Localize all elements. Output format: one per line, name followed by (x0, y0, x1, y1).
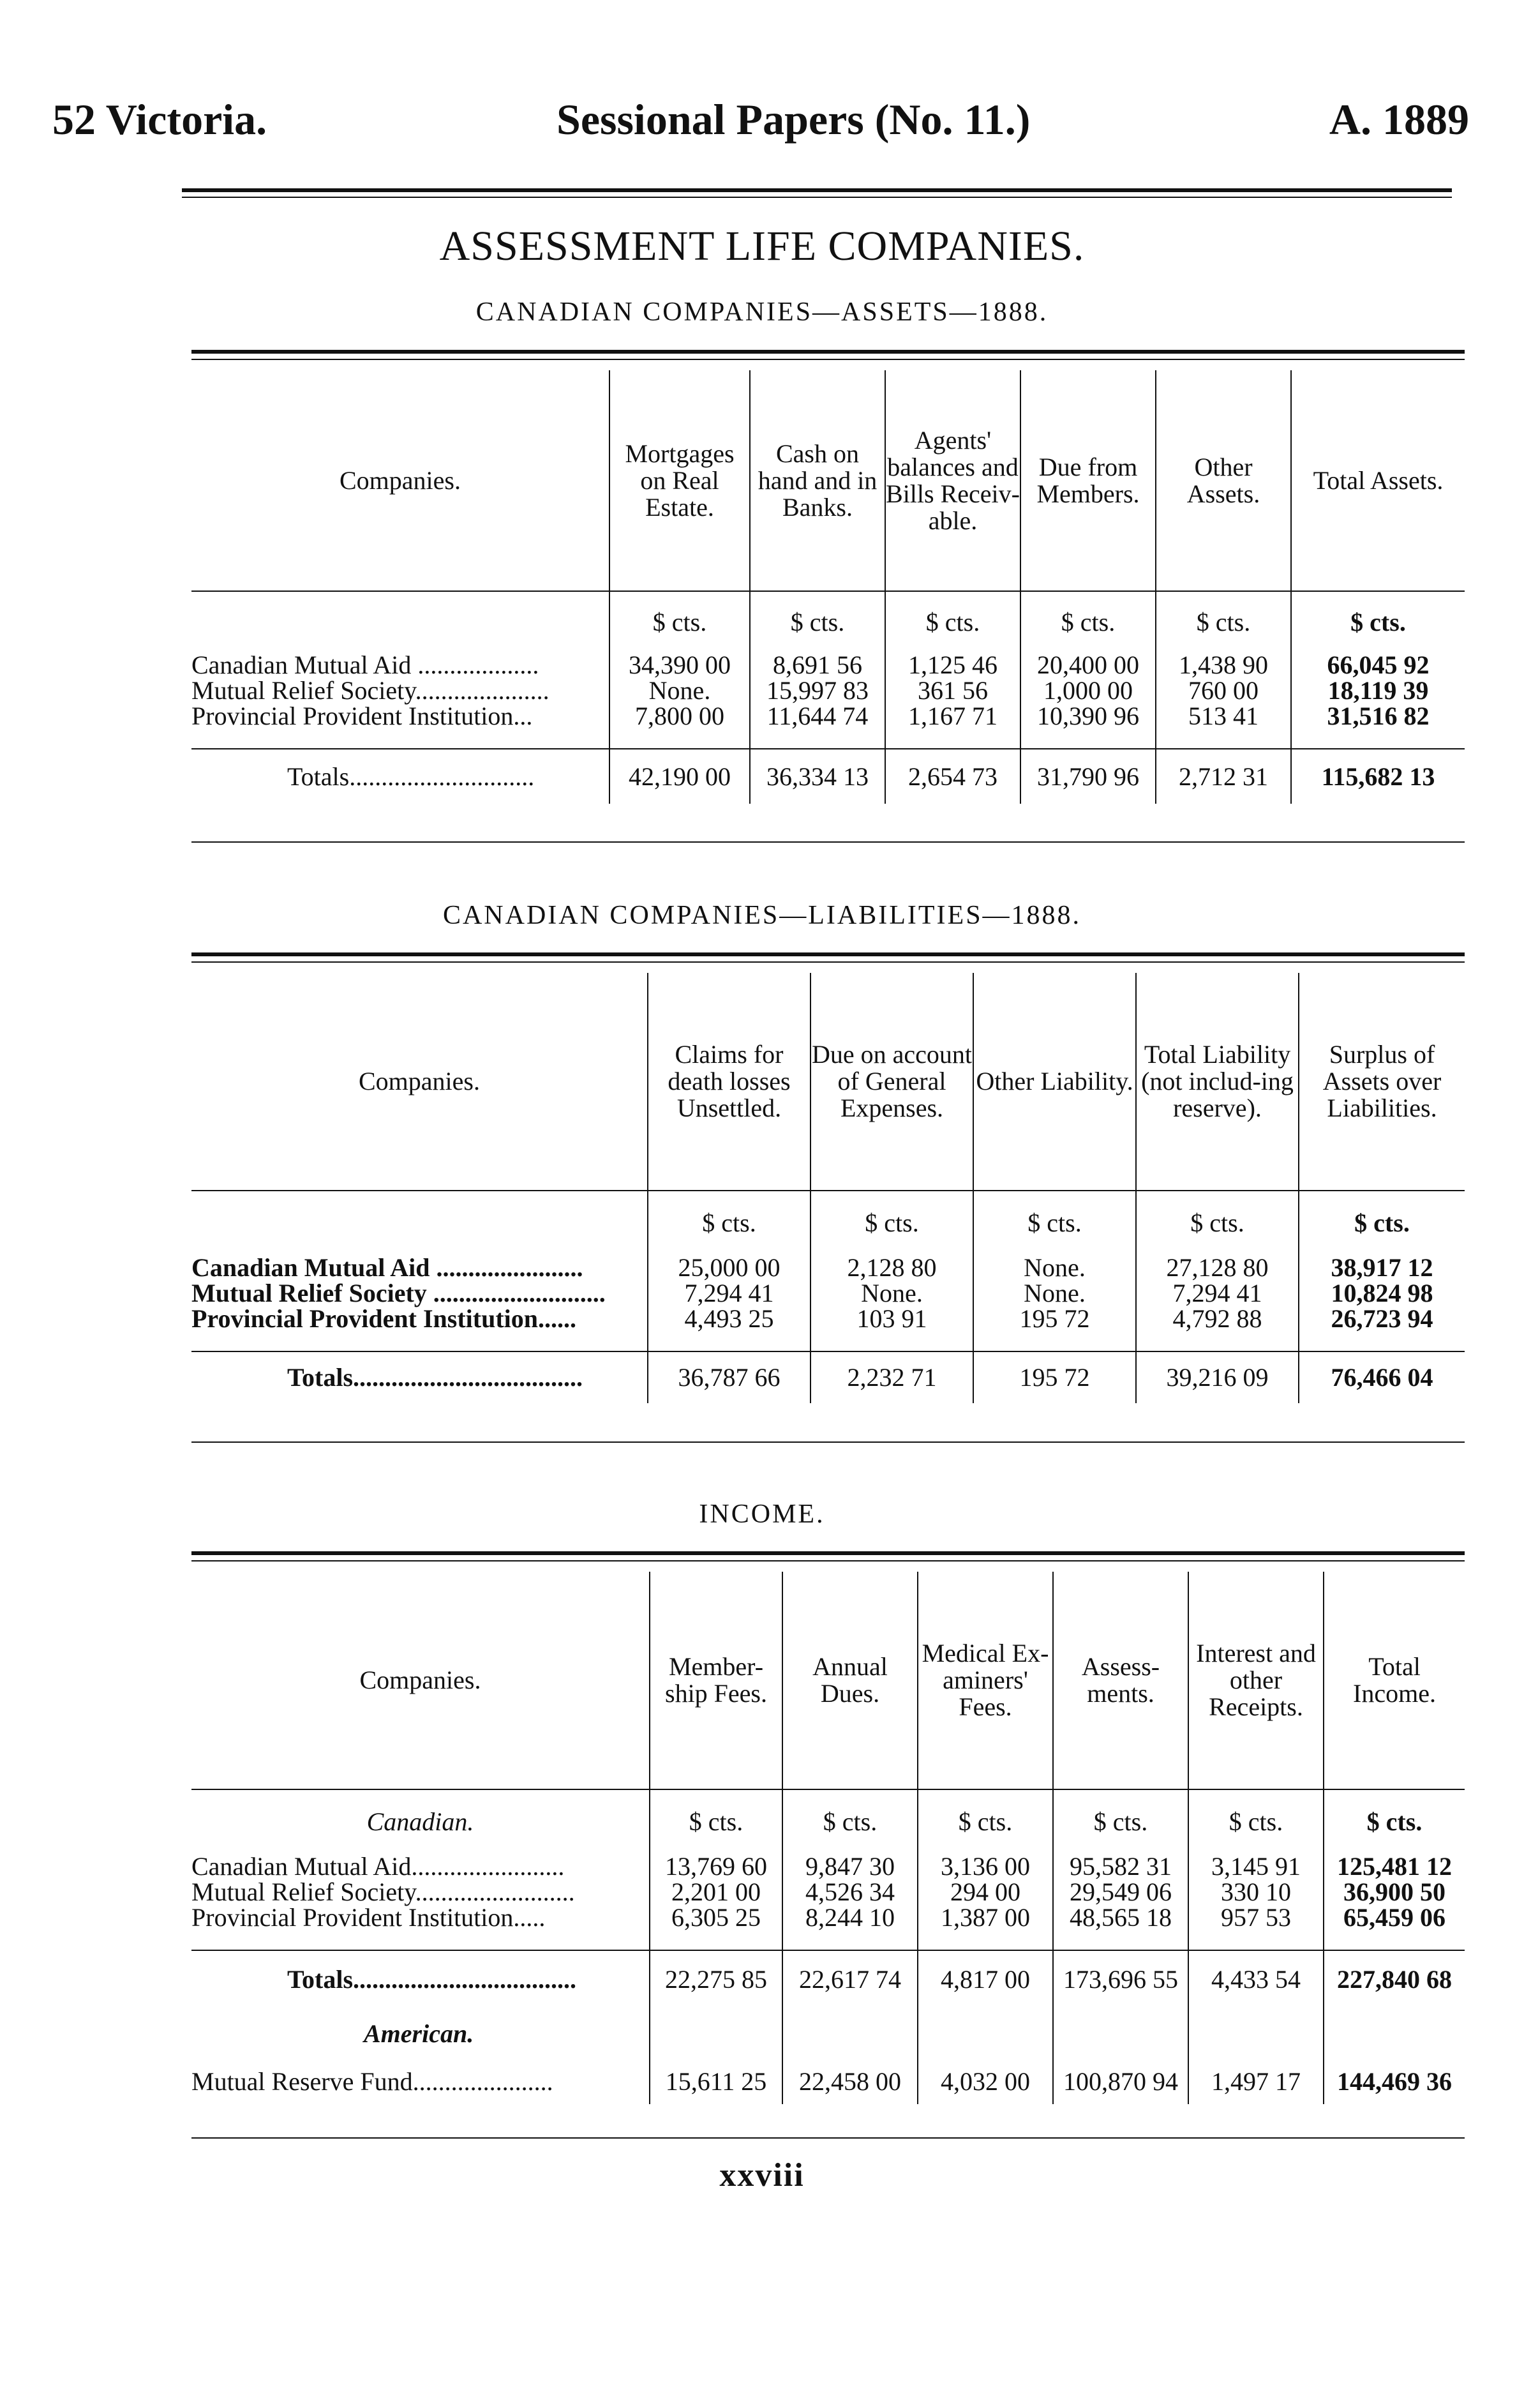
table-row (191, 678, 1465, 704)
table-cell: 48,565 18 (1053, 1905, 1188, 1950)
liabilities-col-claims: Claims for death losses Unsettled. (648, 973, 811, 1191)
table-row (191, 704, 1465, 749)
table-cell: 15,611 25 (650, 2059, 782, 2104)
liabilities-col-companies: Companies. (191, 973, 648, 1191)
running-head-left: 52 Victoria. (52, 95, 267, 144)
table-cell: 513 41 (1156, 704, 1291, 749)
income-unit: $ cts. (1324, 1789, 1465, 1854)
table-cell: 760 00 (1156, 678, 1291, 704)
table-cell: 65,459 06 (1324, 1905, 1465, 1950)
total-cell: 227,840 68 (1324, 1950, 1465, 2008)
totals-label: Totals................................... (191, 1950, 650, 2008)
liabilities-col-total: Total Liability (not includ-ing reserve). (1136, 973, 1299, 1191)
liabilities-top-rule (191, 952, 1465, 956)
table-cell: 8,691 56 (750, 652, 885, 678)
income-unit: $ cts. (1188, 1789, 1324, 1854)
income-unit: $ cts. (782, 1789, 918, 1854)
company-name: Mutual Relief Society..................... (191, 676, 549, 705)
income-col-assessments: Assess-ments. (1053, 1572, 1188, 1789)
liabilities-table (191, 973, 1465, 1403)
income-col-dues: Annual Dues. (782, 1572, 918, 1789)
table-cell: None. (973, 1281, 1136, 1306)
company-name: Canadian Mutual Aid ....................... (191, 1253, 583, 1282)
table-cell: 27,128 80 (1136, 1255, 1299, 1281)
table-cell: 11,644 74 (750, 704, 885, 749)
income-top-rule-thin (191, 1560, 1465, 1561)
income-col-interest: Interest and other Receipts. (1188, 1572, 1324, 1789)
assets-col-total: Total Assets. (1291, 370, 1465, 591)
table-cell: 15,997 83 (750, 678, 885, 704)
income-top-rule (191, 1551, 1465, 1555)
company-name: Canadian Mutual Aid ................... (191, 651, 539, 679)
table-row (191, 1281, 1465, 1306)
table-cell: 1,438 90 (1156, 652, 1291, 678)
company-name: Mutual Relief Society ........................... (191, 1279, 606, 1307)
table-cell: 100,870 94 (1053, 2059, 1188, 2104)
assets-col-companies: Companies. (191, 370, 609, 591)
total-cell: 195 72 (973, 1351, 1136, 1403)
table-cell: 6,305 25 (650, 1905, 782, 1950)
liabilities-unit: $ cts. (1299, 1191, 1465, 1255)
income-col-total: Total Income. (1324, 1572, 1465, 1789)
total-cell: 22,275 85 (650, 1950, 782, 2008)
table-cell: 957 53 (1188, 1905, 1324, 1950)
total-cell: 115,682 13 (1291, 749, 1465, 804)
total-cell: 2,232 71 (811, 1351, 973, 1403)
running-head (52, 94, 1469, 152)
totals-row (191, 1950, 1465, 2008)
table-cell: 22,458 00 (782, 2059, 918, 2104)
liabilities-section-title: CANADIAN COMPANIES—LIABILITIES—1888. (442, 901, 1082, 930)
liabilities-unit: $ cts. (1136, 1191, 1299, 1255)
income-units-row (191, 1789, 1465, 1854)
table-row (191, 1255, 1465, 1281)
company-name: Provincial Provident Institution..... (191, 1903, 546, 1932)
table-cell: 9,847 30 (782, 1854, 918, 1879)
company-name: Canadian Mutual Aid........................ (191, 1852, 565, 1881)
table-cell: 10,390 96 (1020, 704, 1156, 749)
total-cell: 4,433 54 (1188, 1950, 1324, 2008)
table-cell: 26,723 94 (1299, 1306, 1465, 1351)
liabilities-col-expenses: Due on account of General Expenses. (811, 973, 973, 1191)
table-cell: 195 72 (973, 1306, 1136, 1351)
table-cell: None. (609, 678, 750, 704)
american-subheading: American. (364, 2019, 474, 2048)
table-cell: 7,294 41 (1136, 1281, 1299, 1306)
liabilities-col-other: Other Liability. (973, 973, 1136, 1191)
table-cell: 10,824 98 (1299, 1281, 1465, 1306)
assets-unit: $ cts. (1156, 591, 1291, 652)
table-cell: 103 91 (811, 1306, 973, 1351)
income-header-row (191, 1572, 1465, 1789)
liabilities-header-row (191, 973, 1465, 1191)
total-cell: 42,190 00 (609, 749, 750, 804)
liabilities-top-rule-thin (191, 961, 1465, 963)
table-row (191, 1854, 1465, 1879)
assets-col-due-members: Due from Members. (1020, 370, 1156, 591)
document-title: ASSESSMENT LIFE COMPANIES. (439, 223, 1085, 269)
table-cell: 1,125 46 (885, 652, 1020, 678)
assets-col-agents: Agents' balances and Bills Receiv-able. (885, 370, 1020, 591)
table-cell: 7,800 00 (609, 704, 750, 749)
assets-unit: $ cts. (1291, 591, 1465, 652)
table-cell: 330 10 (1188, 1879, 1324, 1905)
assets-unit: $ cts. (1020, 591, 1156, 652)
income-table (191, 1572, 1465, 2104)
table-cell: 361 56 (885, 678, 1020, 704)
table-cell: 31,516 82 (1291, 704, 1465, 749)
income-unit: $ cts. (918, 1789, 1053, 1854)
total-cell: 31,790 96 (1020, 749, 1156, 804)
company-name: Mutual Reserve Fund...................... (191, 2067, 553, 2096)
total-cell: 22,617 74 (782, 1950, 918, 2008)
table-cell: None. (973, 1255, 1136, 1281)
table-cell: 2,128 80 (811, 1255, 973, 1281)
table-cell: 34,390 00 (609, 652, 750, 678)
assets-col-mortgages: Mortgages on Real Estate. (609, 370, 750, 591)
table-row (191, 1306, 1465, 1351)
totals-label: Totals.................................... (191, 1351, 648, 1403)
assets-unit: $ cts. (609, 591, 750, 652)
assets-table (191, 370, 1465, 804)
table-row (191, 1905, 1465, 1950)
table-row (191, 652, 1465, 678)
table-cell: 36,900 50 (1324, 1879, 1465, 1905)
page-number: xxviii (719, 2157, 805, 2194)
company-name: Provincial Provident Institution...... (191, 1304, 577, 1333)
total-cell: 2,654 73 (885, 749, 1020, 804)
totals-row (191, 749, 1465, 804)
table-cell: 25,000 00 (648, 1255, 811, 1281)
income-unit: $ cts. (650, 1789, 782, 1854)
totals-row (191, 1351, 1465, 1403)
header-rule-thin (182, 197, 1452, 198)
running-head-center: Sessional Papers (No. 11.) (557, 95, 1031, 144)
totals-label: Totals............................. (191, 749, 609, 804)
table-cell: 20,400 00 (1020, 652, 1156, 678)
total-cell: 36,787 66 (648, 1351, 811, 1403)
table-row (191, 1879, 1465, 1905)
assets-top-rule (191, 350, 1465, 354)
total-cell: 36,334 13 (750, 749, 885, 804)
liabilities-unit: $ cts. (973, 1191, 1136, 1255)
total-cell: 173,696 55 (1053, 1950, 1188, 2008)
table-cell: 294 00 (918, 1879, 1053, 1905)
table-cell: 13,769 60 (650, 1854, 782, 1879)
table-cell: 2,201 00 (650, 1879, 782, 1905)
table-row (191, 2059, 1465, 2104)
header-rule (182, 188, 1452, 192)
table-cell: 4,526 34 (782, 1879, 918, 1905)
income-section-title: INCOME. (699, 1500, 825, 1529)
liabilities-unit: $ cts. (811, 1191, 973, 1255)
income-unit: $ cts. (1053, 1789, 1188, 1854)
table-cell: 29,549 06 (1053, 1879, 1188, 1905)
table-cell: 7,294 41 (648, 1281, 811, 1306)
table-cell: None. (811, 1281, 973, 1306)
running-head-right: A. 1889 (1329, 95, 1469, 144)
income-col-membership: Member-ship Fees. (650, 1572, 782, 1789)
table-cell: 18,119 39 (1291, 678, 1465, 704)
assets-bottom-rule (191, 841, 1465, 843)
assets-col-cash: Cash on hand and in Banks. (750, 370, 885, 591)
canadian-subheading: Canadian. (366, 1807, 474, 1836)
total-cell: 76,466 04 (1299, 1351, 1465, 1403)
assets-top-rule-thin (191, 359, 1465, 360)
assets-header-row (191, 370, 1465, 591)
table-cell: 144,469 36 (1324, 2059, 1465, 2104)
total-cell: 2,712 31 (1156, 749, 1291, 804)
table-cell: 1,000 00 (1020, 678, 1156, 704)
table-cell: 3,145 91 (1188, 1854, 1324, 1879)
table-cell: 3,136 00 (918, 1854, 1053, 1879)
table-cell: 125,481 12 (1324, 1854, 1465, 1879)
total-cell: 39,216 09 (1136, 1351, 1299, 1403)
table-cell: 38,917 12 (1299, 1255, 1465, 1281)
income-col-companies: Companies. (191, 1572, 650, 1789)
liabilities-unit: $ cts. (648, 1191, 811, 1255)
assets-section-title: CANADIAN COMPANIES—ASSETS—1888. (475, 297, 1049, 327)
assets-units-row (191, 591, 1465, 652)
assets-col-other: Other Assets. (1156, 370, 1291, 591)
total-cell: 4,817 00 (918, 1950, 1053, 2008)
assets-unit: $ cts. (750, 591, 885, 652)
table-cell: 1,497 17 (1188, 2059, 1324, 2104)
american-subheading-row (191, 2008, 1465, 2059)
table-cell: 66,045 92 (1291, 652, 1465, 678)
income-bottom-rule (191, 2137, 1465, 2139)
assets-unit: $ cts. (885, 591, 1020, 652)
table-cell: 4,032 00 (918, 2059, 1053, 2104)
liabilities-units-row (191, 1191, 1465, 1255)
company-name: Provincial Provident Institution... (191, 702, 533, 730)
liabilities-unit-label (191, 1191, 648, 1255)
income-col-medical: Medical Ex-aminers' Fees. (918, 1572, 1053, 1789)
assets-unit-label (191, 591, 609, 652)
table-cell: 1,167 71 (885, 704, 1020, 749)
table-cell: 8,244 10 (782, 1905, 918, 1950)
liabilities-col-surplus: Surplus of Assets over Liabilities. (1299, 973, 1465, 1191)
table-cell: 95,582 31 (1053, 1854, 1188, 1879)
liabilities-bottom-rule (191, 1441, 1465, 1443)
company-name: Mutual Relief Society......................... (191, 1877, 575, 1906)
table-cell: 4,792 88 (1136, 1306, 1299, 1351)
table-cell: 1,387 00 (918, 1905, 1053, 1950)
table-cell: 4,493 25 (648, 1306, 811, 1351)
